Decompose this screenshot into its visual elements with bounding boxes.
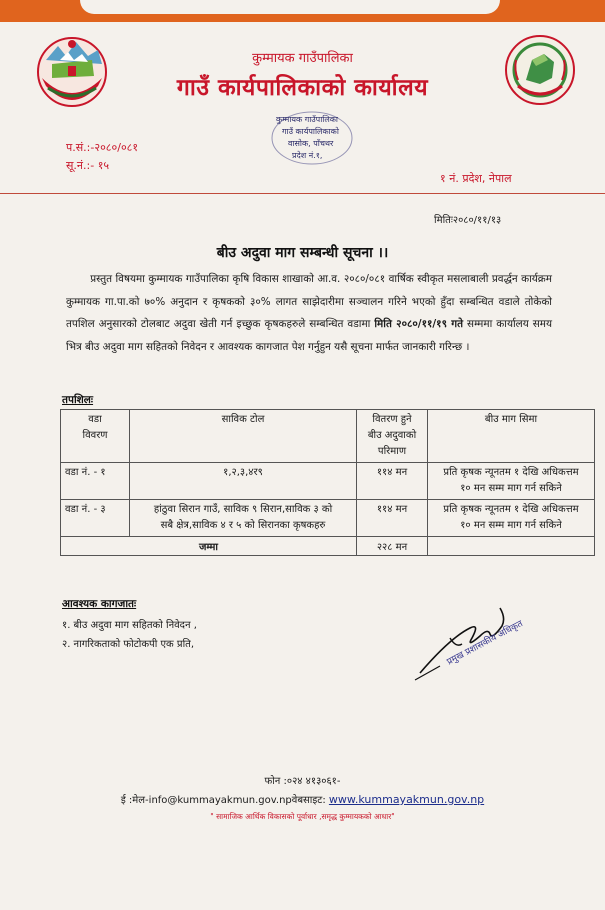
footer-email: ई :मेल-info@kummayakmun.gov.np	[120, 795, 292, 806]
quantity-cell: ११४ मन	[357, 463, 428, 500]
quantity-cell: ११४ मन	[357, 500, 428, 537]
total-label: जम्मा	[61, 537, 357, 556]
table-header-row	[61, 410, 595, 463]
ward-cell: वडा नं. - ३	[61, 500, 130, 537]
limit-cell: प्रति कृषक न्यूनतम १ देखि अधिकत्तम १० मन सम्म माग गर्न सकिने	[428, 500, 595, 537]
website-link[interactable]: www.kummayakmun.gov.np	[328, 793, 485, 806]
notice-title: बीउ अदुवा माग सम्बन्धी सूचना ।।	[216, 245, 389, 261]
distribution-table	[60, 409, 595, 556]
municipality-name: कुम्मायक गाउँपालिका	[252, 51, 353, 66]
notice-date: मितिः२०८०/११/१३	[434, 215, 502, 226]
required-document-item: १. बीउ अदुवा माग सहितको निवेदन ,	[62, 620, 197, 631]
reference-number: प.सं.:-२०८०/०८१	[66, 141, 139, 154]
table-row	[61, 463, 595, 500]
signature-block	[410, 598, 570, 708]
tole-cell: हांठुवा सिरान गाउँ, साविक ९ सिरान,साविक ३ को सबै क्षेत्र,साविक ४ र ५ को सिरानका कृषकहरु	[130, 500, 357, 537]
col-ward: वडा विवरण	[61, 410, 130, 463]
limit-cell: प्रति कृषक न्यूनतम १ देखि अधिकत्तम १० मन सम्म माग गर्न सकिने	[428, 463, 595, 500]
footer-contact: ई :मेल-info@kummayakmun.gov.npवेबसाइट: www.kummayakmun.gov.np	[120, 793, 485, 806]
col-quantity: वितरण हुने बीउ अदुवाको परिमाण	[357, 410, 428, 463]
province-address: १ नं. प्रदेश, नेपाल	[440, 172, 512, 185]
footer-phone: फोन :०२४ ४१३०६१-	[264, 776, 341, 787]
office-name: गाउँ कार्यपालिकाको कार्यालय	[176, 75, 429, 101]
details-label: तपशिलः	[62, 394, 94, 406]
footer-slogan: " सामाजिक आर्थिक विकासको पूर्वाधार ,समृद्ध कुम्मायकको आधार"	[210, 812, 395, 821]
col-limit: बीउ माग सिमा	[428, 410, 595, 463]
total-quantity: २२८ मन	[357, 537, 428, 556]
ward-cell: वडा नं. - १	[61, 463, 130, 500]
signatory-designation: प्रमुख प्रशासकीय अधिकृत	[445, 618, 525, 668]
col-tole: साविक टोल	[130, 410, 357, 463]
header-divider	[0, 193, 605, 194]
tole-cell: १,२,३,४र९	[130, 463, 357, 500]
table-row	[61, 500, 595, 537]
dispatch-number: सू.नं.:- १५	[66, 159, 110, 172]
deadline-date: मिति २०८०/११/१९ गते	[374, 318, 464, 330]
office-stamp: कुम्मायक गाउँपालिका गाउँ कार्यपालिकाको वासोक, पाँचथर प्रदेश नं.१,	[262, 108, 362, 168]
required-document-item: २. नागरिकताको फोटोकपी एक प्रति,	[62, 639, 195, 650]
signature-scribble-icon	[410, 598, 570, 708]
table-total-row	[61, 537, 595, 556]
notice-body: प्रस्तुत विषयमा कुम्मायक गाउँपालिका कृषि विकास शाखाको आ.व. २०८०/०८१ वार्षिक स्वीकृत मसलाबाली प्रवर्द्धन कार्यक्रम कुम्मायक गा.पा.को ७०% अनुदान र कृषकको ३०% लागत साझेदारीमा सञ्चालन गरिने भएको हुँदा सम्बन्धित वडाले तोकेको तपशिल अनुसारको टोलबाट अदुवा खेती गर्न इच्छुक कृषकहरुले सम्बन्धित वडामा मिति २०८०/११/१९ गते सम्ममा कार्यालय समय भित्र बीउ अदुवा माग सहितको निवेदन र आवश्यक कागजात पेश गर्नुहुन यसै सूचना मार्फत जानकारी गरिन्छ ।	[66, 273, 552, 353]
required-documents-heading: आवश्यक कागजातः	[62, 598, 137, 610]
